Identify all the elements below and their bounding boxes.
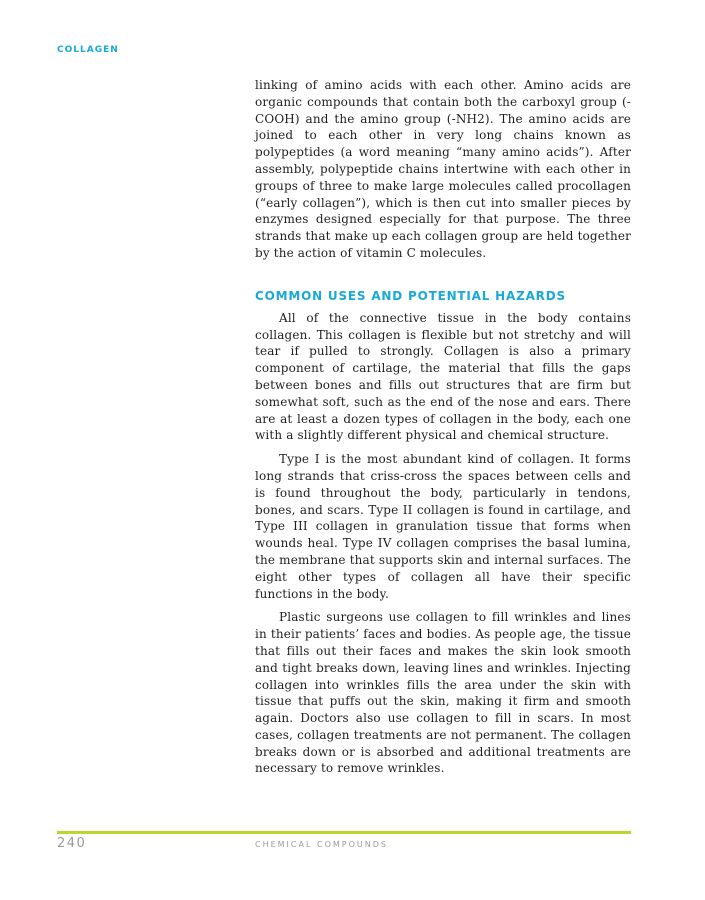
footer-rule — [57, 831, 631, 834]
body-paragraph: Type I is the most abundant kind of collagen. It forms long strands that criss-cross the spaces between cells and is found throughout the body, particularly in tendons, bones, and scars. Type II collagen is found in cartilage, and Type III collagen in granulation tissue that forms when wounds heal. Type IV collagen comprises the basal lumina, the membrane that supports skin and internal surfaces. The eight other types of collagen all have their specific functions in the body. — [255, 452, 631, 601]
intro-paragraph: linking of amino acids with each other. Amino acids are organic compounds that contain both the carboxyl group (-COOH) and the amino group (-NH2). The amino acids are joined to each other in very long chains known as polypeptides (a word meaning “many amino acids”). After assembly, polypeptide chains intertwine with each other in groups of three to make large molecules called procollagen (“early collagen”), which is then cut into smaller pieces by enzymes designed especially for that purpose. The three strands that make up each collagen group are held together by the action of vitamin C molecules. — [255, 78, 631, 260]
body-paragraph: Plastic surgeons use collagen to fill wrinkles and lines in their patients’ faces and bodies. As people age, the tissue that fills out their faces and makes the skin look smooth and tight breaks down, leaving lines and wrinkles. Injecting collagen into wrinkles fills the area under the skin with tissue that puffs out the skin, making it firm and smooth again. Doctors also use collagen to fill in scars. In most cases, collagen treatments are not permanent. The collagen breaks down or is absorbed and additional treatments are necessary to remove wrinkles. — [255, 610, 631, 776]
page-number: 240 — [57, 836, 87, 851]
text-column — [255, 77, 631, 777]
section-heading: COMMON USES AND POTENTIAL HAZARDS — [255, 288, 566, 303]
book-title: CHEMICAL COMPOUNDS — [255, 840, 388, 849]
running-head: COLLAGEN — [57, 45, 119, 55]
body-paragraph: All of the connective tissue in the body contains collagen. This collagen is flexible but not stretchy and will tear if pulled to strongly. Collagen is also a primary component of cartilage, the material that fills the gaps between bones and fills out structures that are firm but somewhat soft, such as the end of the nose and ears. There are at least a dozen types of collagen in the body, each one with a slightly different physical and chemical structure. — [255, 310, 631, 443]
